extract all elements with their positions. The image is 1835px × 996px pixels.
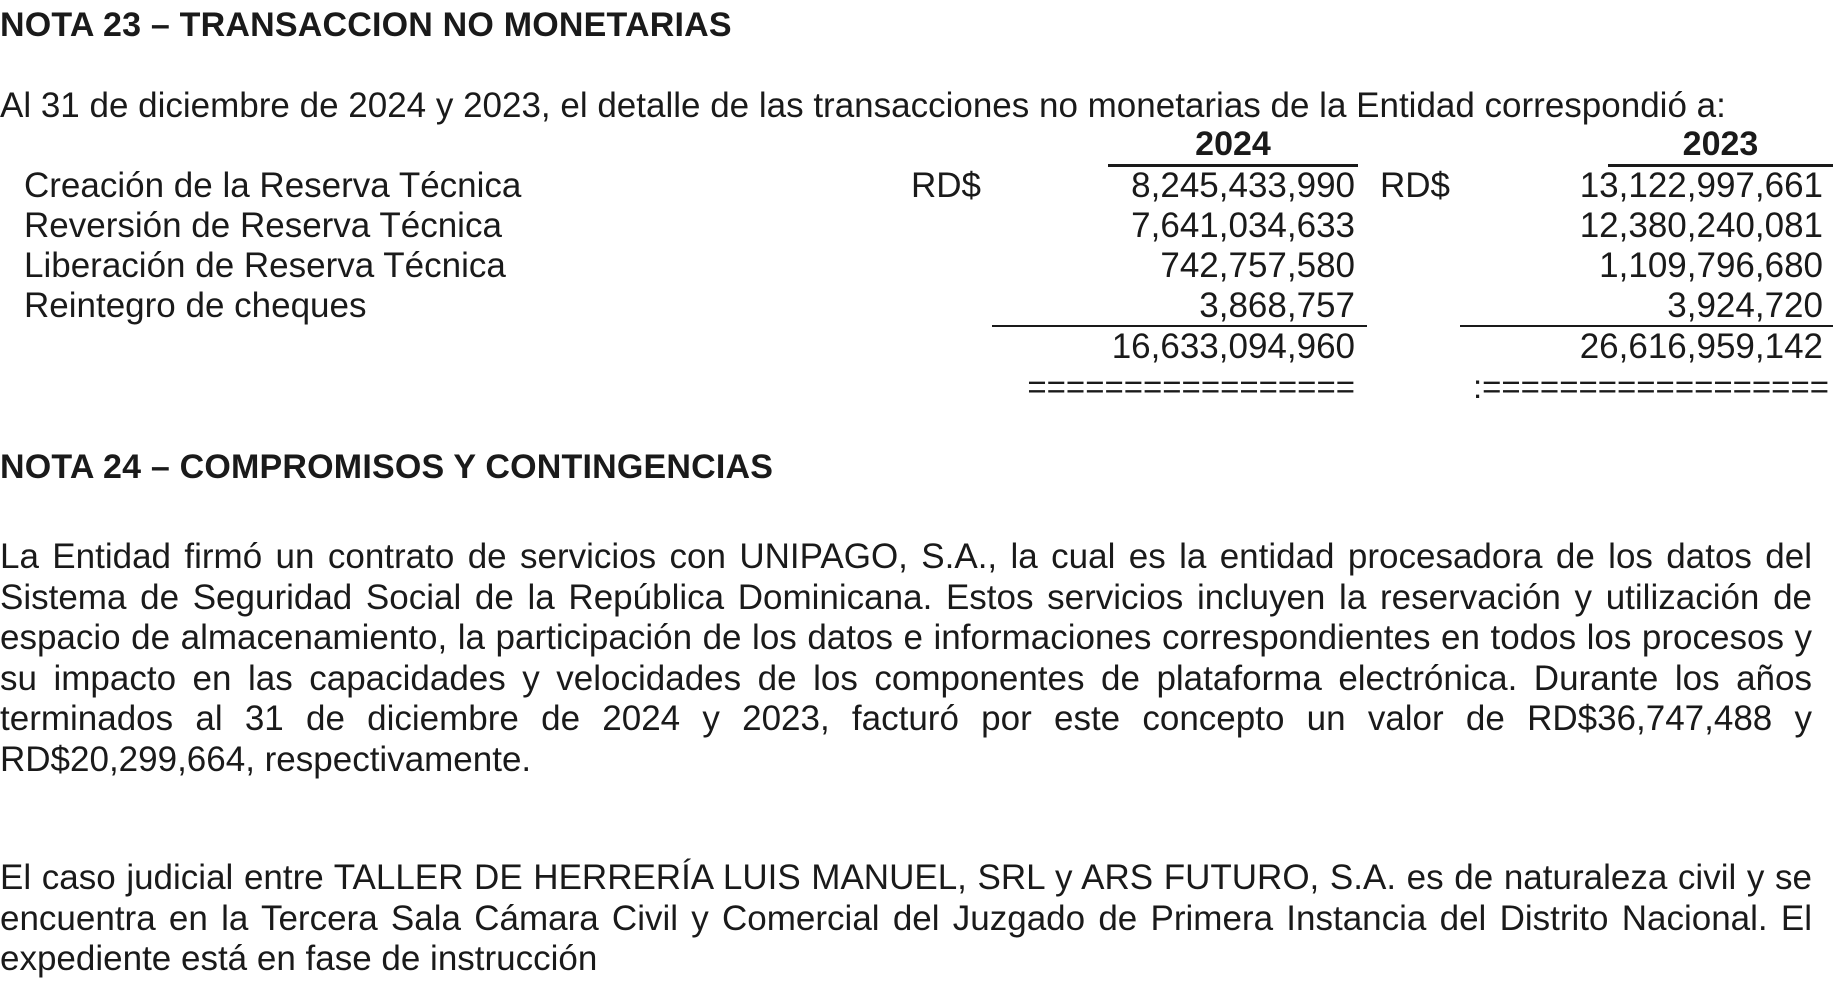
note-24-title: NOTA 24 – COMPROMISOS Y CONTINGENCIAS [0, 448, 774, 486]
double-rule-2023: :================== [1472, 368, 1829, 405]
value-2024: 742,757,580 [1160, 246, 1355, 285]
column-header-2024: 2024 [1108, 126, 1358, 167]
total-row [0, 327, 1835, 367]
note-23-title: NOTA 23 – TRANSACCION NO MONETARIAS [0, 6, 732, 44]
row-label: Liberación de Reserva Técnica [24, 246, 506, 285]
note-24-paragraph-legal-case: El caso judicial entre TALLER DE HERRERÍA LUIS MANUEL, SRL y ARS FUTURO, S.A. es de naturaleza civil y se encuentra en la Tercera Sala Cámara Civil y Comercial del Juzgado de Primera Instancia del Distrito Nacional. El expediente está en fase de instrucción [0, 858, 1812, 978]
table-row [0, 246, 1835, 286]
row-label: Creación de la Reserva Técnica [24, 166, 522, 205]
table-row [0, 166, 1835, 206]
double-rule-2024: ================= [1027, 368, 1355, 405]
value-2023: 13,122,997,661 [1579, 166, 1823, 205]
value-2023: 1,109,796,680 [1599, 246, 1823, 285]
value-2024: 7,641,034,633 [1131, 206, 1355, 245]
value-2023: 3,924,720 [1667, 286, 1823, 325]
table-row [0, 286, 1835, 326]
note-23-intro: Al 31 de diciembre de 2024 y 2023, el detalle de las transacciones no monetarias de la Entidad correspondió a: [0, 86, 1726, 125]
value-2024: 8,245,433,990 [1131, 166, 1355, 205]
value-2024: 3,868,757 [1199, 286, 1355, 325]
column-header-2023: 2023 [1608, 126, 1833, 167]
table-row [0, 206, 1835, 246]
currency-label-2023: RD$ [1380, 166, 1451, 205]
row-label: Reversión de Reserva Técnica [24, 206, 502, 245]
note-24-paragraph-unipago: La Entidad firmó un contrato de servicios con UNIPAGO, S.A., la cual es la entidad procesadora de los datos del Sistema de Seguridad Social de la República Dominicana. Estos servicios incluyen la reservación y utilización de espacio de almacenamiento, la participación de los datos e informaciones correspondientes en todos los procesos y su impacto en las capacidades y velocidades de los componentes de plataforma electrónica. Durante los años terminados al 31 de diciembre de 2024 y 2023, facturó por este concepto un valor de RD$36,747,488 y RD$20,299,664, respectivamente. [0, 537, 1812, 779]
currency-label-2024: RD$ [911, 166, 982, 205]
total-2023: 26,616,959,142 [1579, 327, 1823, 366]
row-label: Reintegro de cheques [24, 286, 367, 325]
value-2023: 12,380,240,081 [1579, 206, 1823, 245]
total-2024: 16,633,094,960 [1111, 327, 1355, 366]
